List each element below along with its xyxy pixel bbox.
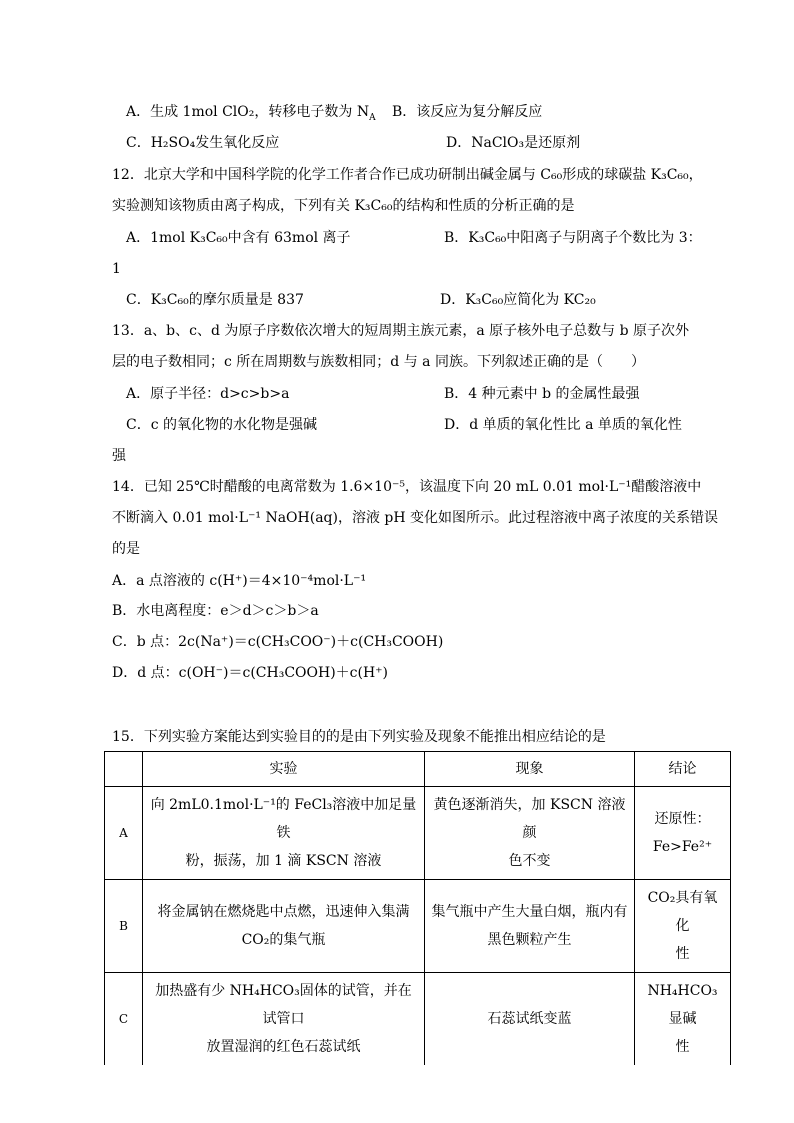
table-cell-experiment: 加热盛有少 NH₄HCO₃固体的试管，并在试管口 放置湿润的红色石蕊试纸 xyxy=(143,973,425,1066)
q11-option-b: B．该反应为复分解反应 xyxy=(392,104,543,120)
q14-stem-line3: 的是 xyxy=(112,541,140,557)
q13-option-b: B．4 种元素中 b 的金属性最强 xyxy=(444,386,640,402)
q13-stem-line1: 13．a、b、c、d 为原子序数依次增大的短周期主族元素，a 原子核外电子总数与 b 原子次外 xyxy=(112,323,690,339)
q15-stem: 15．下列实验方案能达到实验目的的是由下列实验及现象不能推出相应结论的是 xyxy=(112,729,606,745)
q13-stem-line2: 层的电子数相同；c 所在周期数与族数相同；d 与 a 同族。下列叙述正确的是（ ） xyxy=(112,354,645,370)
q11-option-a-subscript: A xyxy=(369,112,376,123)
q14-stem-line2: 不断滴入 0.01 mol·L⁻¹ NaOH(aq)，溶液 pH 变化如图所示。此过程溶液中离子浓度的关系错误 xyxy=(112,510,719,526)
table-cell-label: B xyxy=(105,880,143,973)
q12-option-c: C．K₃C₆₀的摩尔质量是 837 xyxy=(126,292,304,308)
table-cell-experiment: 向 2mL0.1mol·L⁻¹的 FeCl₃溶液中加足量铁 粉，振荡，加 1 滴 KSCN 溶液 xyxy=(143,787,425,880)
q14-option-d: D．d 点：c(OH⁻)＝c(CH₃COOH)＋c(H⁺) xyxy=(112,665,389,681)
table-cell-conclusion: NH₄HCO₃显碱 性 xyxy=(635,973,731,1066)
q14-option-a: A．a 点溶液的 c(H⁺)＝4×10⁻⁴mol·L⁻¹ xyxy=(112,573,367,589)
table-header-cell: 现象 xyxy=(425,752,635,787)
q11-option-d: D．NaClO₃是还原剂 xyxy=(446,135,581,151)
q12-option-d: D．K₃C₆₀应简化为 KC₂₀ xyxy=(440,292,596,308)
q15-table xyxy=(104,751,731,1065)
table-header-cell: 实验 xyxy=(143,752,425,787)
q13-option-c: C．c 的氧化物的水化物是强碱 xyxy=(126,417,318,433)
q14-option-c: C．b 点：2c(Na⁺)＝c(CH₃COO⁻)＋c(CH₃COOH) xyxy=(112,634,444,650)
q13-option-a: A．原子半径：d>c>b>a xyxy=(126,386,290,402)
table-header-cell xyxy=(105,752,143,787)
q12-stem-line1: 12．北京大学和中国科学院的化学工作者合作已成功研制出碱金属与 C₆₀形成的球碳盐 K₃C₆₀， xyxy=(112,167,703,183)
table-header-cell: 结论 xyxy=(635,752,731,787)
q14-option-b: B．水电离程度：e＞d＞c＞b＞a xyxy=(112,603,319,619)
q12-option-b: B．K₃C₆₀中阳离子与阴离子个数比为 3： xyxy=(444,230,702,246)
q14-stem-line1: 14．已知 25℃时醋酸的电离常数为 1.6×10⁻⁵，该温度下向 20 mL 0.01 mol·L⁻¹醋酸溶液中 xyxy=(112,479,702,495)
table-cell-conclusion: CO₂具有氧化 性 xyxy=(635,880,731,973)
table-cell-label: C xyxy=(105,973,143,1066)
table-cell-label: A xyxy=(105,787,143,880)
table-cell-experiment: 将金属钠在燃烧匙中点燃，迅速伸入集满 CO₂的集气瓶 xyxy=(143,880,425,973)
table-header-row xyxy=(105,752,731,787)
q12-stem-line2: 实验测知该物质由离子构成，下列有关 K₃C₆₀的结构和性质的分析正确的是 xyxy=(112,198,575,214)
q13-option-d-continued: 强 xyxy=(112,448,126,464)
q13-option-d: D．d 单质的氧化性比 a 单质的氧化性 xyxy=(444,417,682,433)
table-cell-phenomenon: 集气瓶中产生大量白烟，瓶内有 黑色颗粒产生 xyxy=(425,880,635,973)
table-cell-phenomenon: 黄色逐渐消失，加 KSCN 溶液颜 色不变 xyxy=(425,787,635,880)
table-cell-phenomenon: 石蕊试纸变蓝 xyxy=(425,973,635,1066)
q11-option-c: C．H₂SO₄发生氧化反应 xyxy=(126,135,280,151)
q12-option-a: A．1mol K₃C₆₀中含有 63mol 离子 xyxy=(126,230,351,246)
table-row xyxy=(105,973,731,1066)
table-row xyxy=(105,787,731,880)
q12-option-b-continued: 1 xyxy=(112,261,121,277)
q11-option-a: A．生成 1mol ClO₂，转移电子数为 $N_A$ xyxy=(126,104,376,123)
table-row xyxy=(105,880,731,973)
table-cell-conclusion: 还原性： Fe>Fe²⁺ xyxy=(635,787,731,880)
